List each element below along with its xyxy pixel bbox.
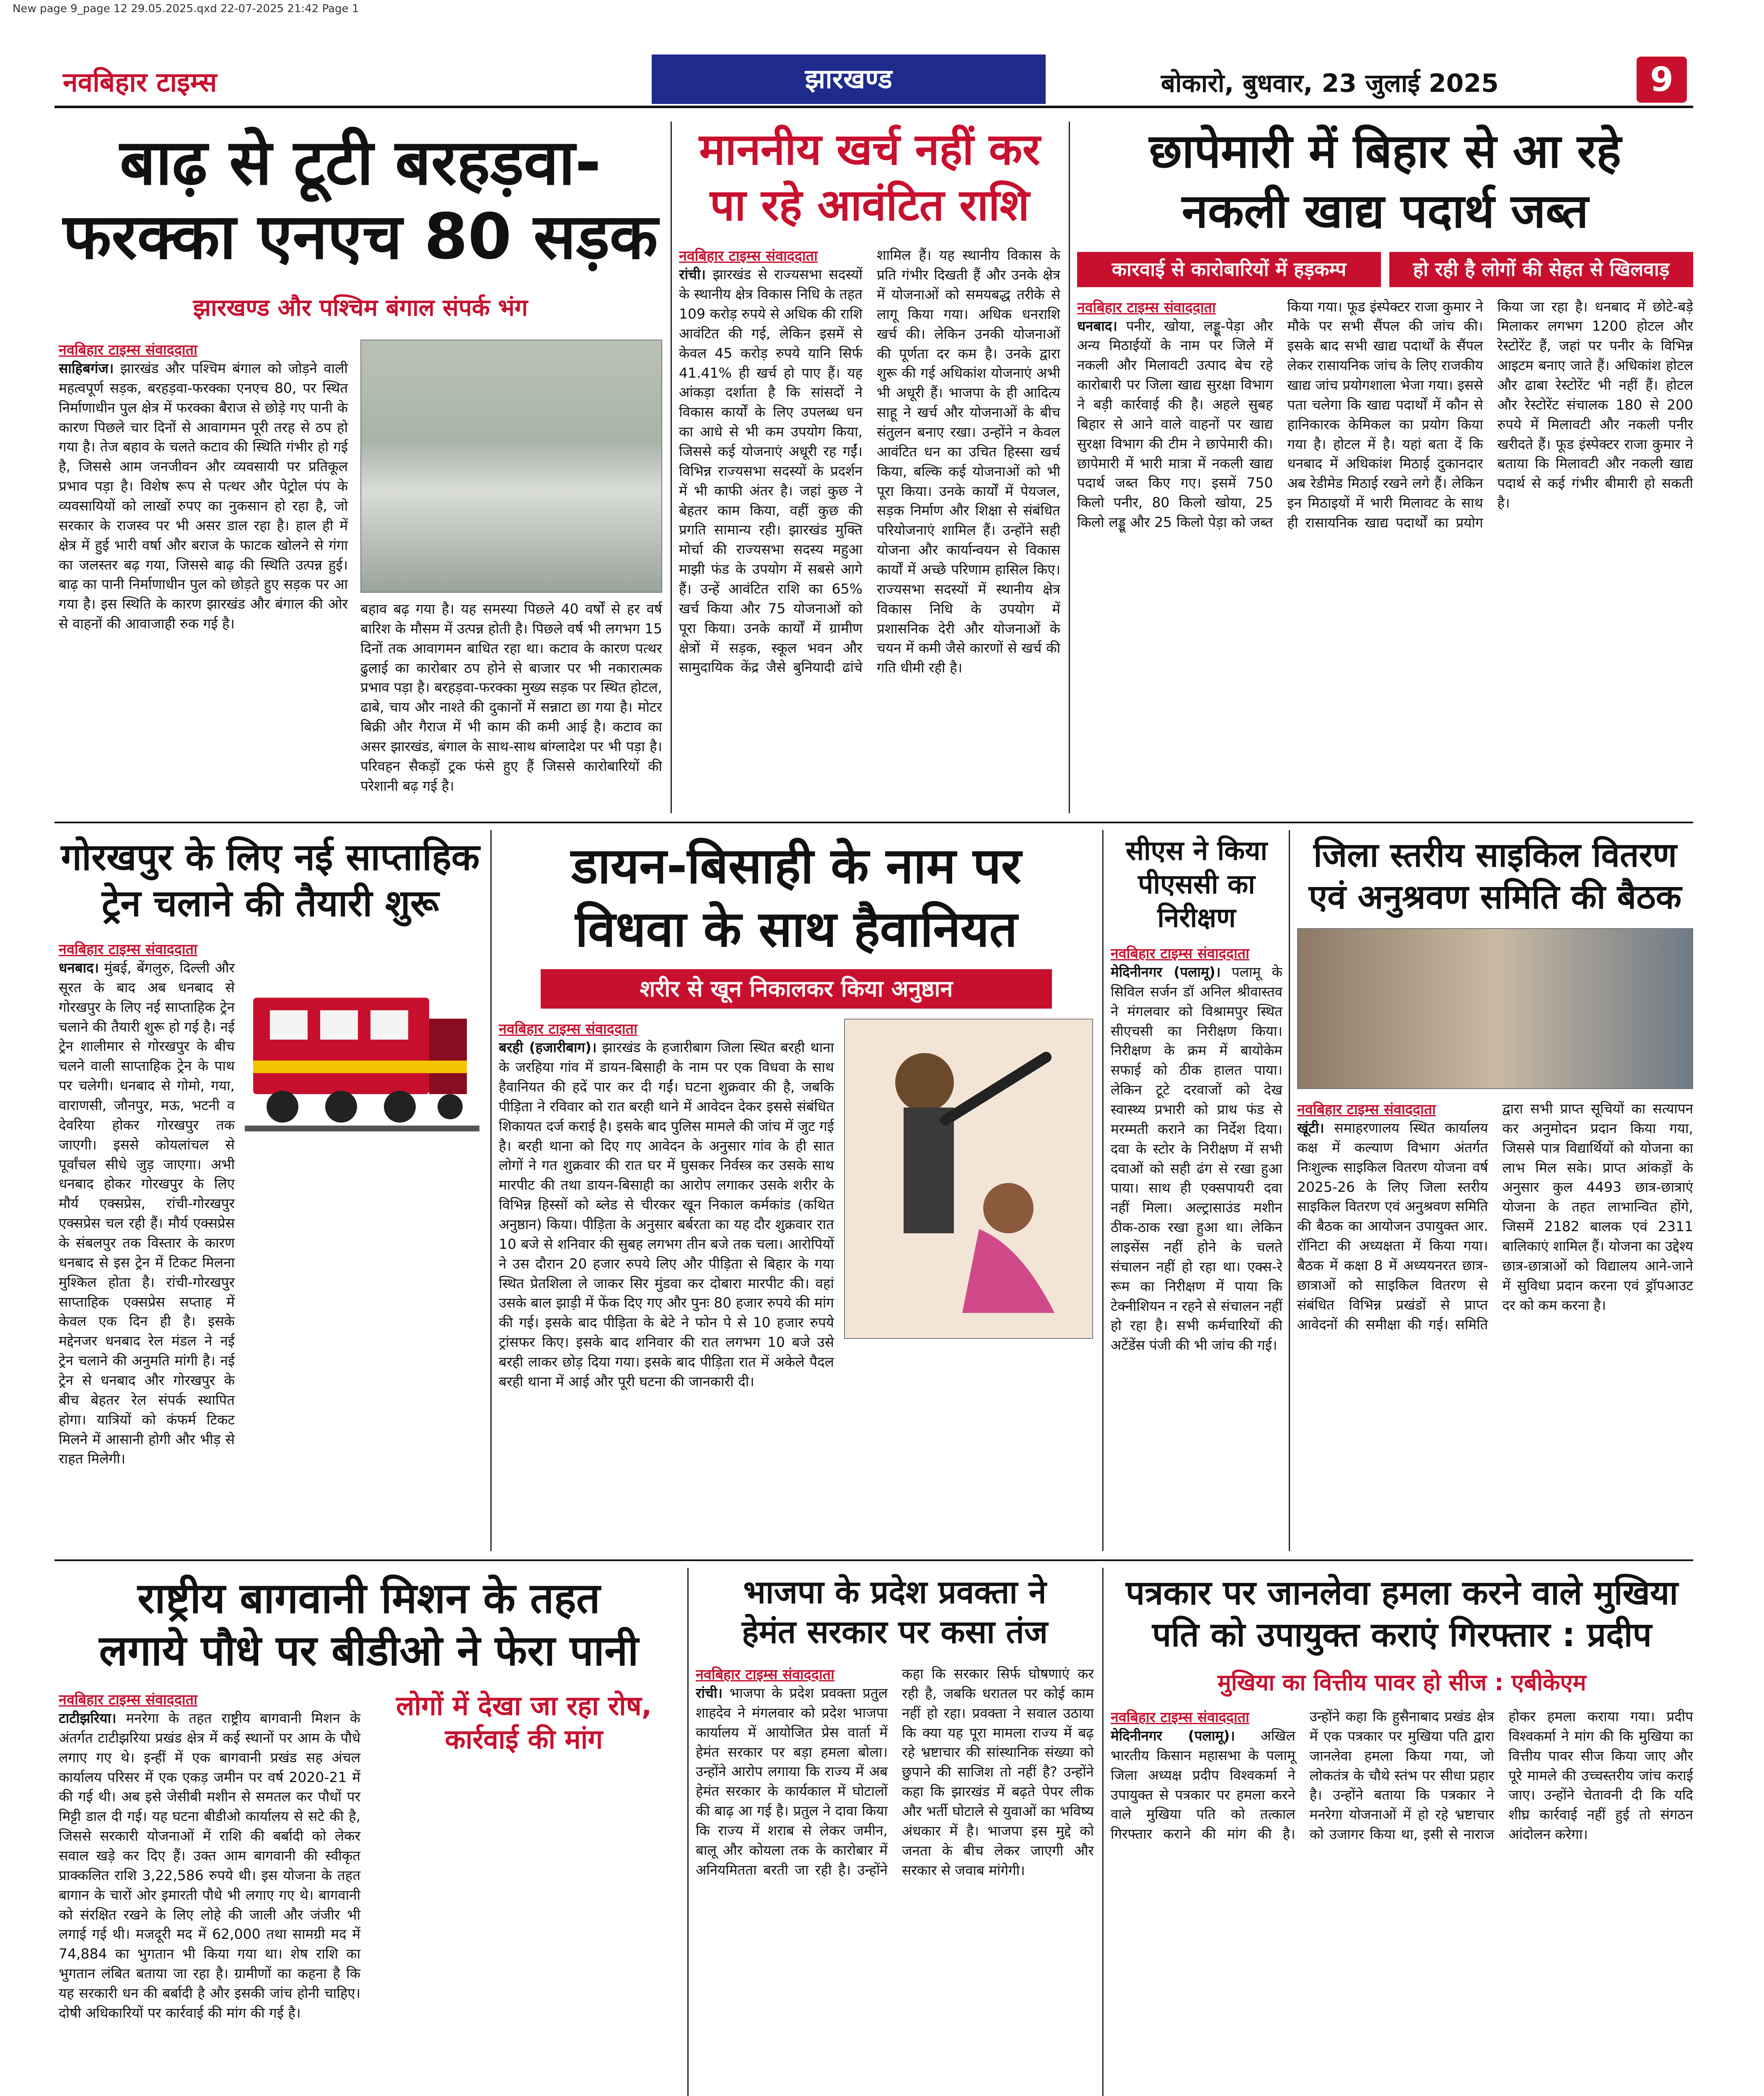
kicker-right: हो रही है लोगों की सेहत से खिलवाड़ bbox=[1389, 252, 1693, 287]
article-body bbox=[1111, 1707, 1693, 1844]
headline: माननीय खर्च नहीं कर पा रहे आवंटित राशि bbox=[699, 124, 1040, 231]
illustration bbox=[844, 1019, 1093, 1339]
article-columns bbox=[679, 246, 1060, 678]
section-title: झारखण्ड bbox=[652, 54, 1046, 104]
article-bjp-spokesperson bbox=[696, 1572, 1094, 2096]
row-rule bbox=[54, 1559, 1693, 1561]
assault-illustration bbox=[845, 1019, 1092, 1338]
article-flood-road bbox=[59, 126, 662, 813]
headline bbox=[696, 1572, 1094, 1652]
article-witch-hunt bbox=[499, 834, 1094, 1547]
byline: नवबिहार टाइम्स संवाददाता bbox=[1111, 945, 1249, 962]
headline: सीएस ने किया पीएससी का निरीक्षण bbox=[1125, 835, 1267, 934]
kicker: झारखण्ड और पश्चिम बंगाल संपर्क भंग bbox=[193, 294, 528, 322]
dateline: रांची। bbox=[679, 266, 706, 283]
body-text: पनीर, खोया, लड्डू-पेड़ा और अन्य मिठाईयों के नाम पर जिले में नकली और मिलावटी उत्पाद बेच रहे कारोबारी पर जिला खाद्य सुरक्षा विभाग ने बड़ी कार्रवाई की है। अहले सुबह बिहार से आने वाले वाहनों पर खाद्य सुरक्षा विभाग की टीम ने छापेमारी की। छापेमारी में भारी मात्रा में नकली खाद्य पदार्थ जब्त किए गए। इसमें 750 किलो पनीर, 80 किलो खोया, 25 किलो लड्डू और 25 किलो पेड़ा को जब्त किया गया। फूड इंस्पेक्टर राजा कुमार ने मौके पर सभी सैंपल की जांच की। इसके बाद सभी खाद्य पदार्थों के सैंपल लेकर रासायनिक जांच के लिए राजकीय खाद्य जांच प्रयोगशाला भेजा गया। इससे पता चलेगा कि खाद्य पदार्थों में कौन से हानिकारक केमिकल का प्रयोग किया गया है। होटल में है। यहां बता दें कि धनबाद में अधिकांश मिठाई दुकानदार अब रेडीमेड मिठाई रखने लगे हैं। लेकिन इन मिठाइयों में भारी मिलावट के साथ ही रासायनिक खाद्य पदार्थों का प्रयोग किया जा रहा है। धनबाद में छोटे-बड़े मिलाकर लगभग 1200 होटल और रेस्टोरेंट हैं, जहां पर पनीर के विभिन्न आइटम बनाए जाते हैं। अधिकांश होटल और ढाबा रेस्टोरेंट भी नहीं हैं। होटल और रेस्टोरेंट संचालक 180 से 200 रुपये में मिलावटी और नकली पनीर खरीदते हैं। फूड इंस्पेक्टर राजा कुमार ने बताया कि मिलावटी और नकली खाद्य पदार्थ से कई गंभीर बीमारी हो सकती है। bbox=[1077, 298, 1693, 531]
headline-line-2: एवं अनुश्रवण समिति की बैठक bbox=[1308, 877, 1682, 916]
body-text: पलामू के सिविल सर्जन डॉ अनिल श्रीवास्तव ने मंगलवार को विश्रामपुर स्थित सीएचसी का निरीक्षण किया। निरीक्षण के क्रम में बायोकेम सफाई को ठीक हालत पाया। लेकिन टूटे दरवाजों को देख स्वास्थ्य प्रभारी को प्राथ फंड से मरम्मती कराने का निर्देश दिया। दवा के स्टोर के निरीक्षण में सभी दवाओं को सही ढंग से रखा हुआ पाया। साथ ही एक्सपायरी दवा नहीं मिला। अल्ट्रासाउंड मशीन ठीक-ठाक रखा हुआ था। लेकिन लाइसेंस नहीं होने के चलते संचालन नहीं हो रहा था। एक्स-रे रूम का निरीक्षण में पाया कि टेक्नीशियन न रहने से संचालन नहीं हो रहा है। सभी कर्मचारियों की अटेंडेंस पंजी की भी जांच की गई। bbox=[1111, 964, 1282, 1354]
body-text: झारखंड और पश्चिम बंगाल को जोड़ने वाली महत्वपूर्ण सड़क, बरहड़वा-फरक्का एनएच 80, पर स्थित निर्माणाधीन पुल क्षेत्र में फरक्का बैराज से छोड़े गए पानी के कारण पिछले चार दिनों से आवागमन पूरी तरह से ठप हो गया है। तेज बहाव के चलते कटाव की स्थिति गंभीर हो गई है, जिससे आम जनजीवन और व्यवसायी पर प्रतिकूल प्रभाव पड़ा है। विशेष रूप से पत्थर और पेट्रोल पंप के व्यवसायियों को लाखों रुपए का नुकसान हो रहा है, जो सरकार के राजस्व पर भी असर डाल रहा है। हाल ही में क्षेत्र में हुई भारी वर्षा और बराज के फाटक खोलने से गंगा का जलस्तर बढ़ गया, जिससे बाढ़ की स्थिति उत्पन्न हुई। बाढ़ का पानी निर्माणाधीन पुल को छोड़ते हुए सड़क पर आ गया है। इस स्थिति के कारण झारखंड और बंगाल की ओर से वाहनों की आवाजाही रुक गई है। bbox=[59, 360, 348, 632]
article-fake-food bbox=[1077, 122, 1693, 813]
flood-photo bbox=[360, 340, 662, 593]
article-columns bbox=[1111, 1707, 1693, 1844]
headline-line-1: गोरखपुर के लिए नई साप्ताहिक bbox=[61, 835, 480, 879]
dateline: धनबाद। bbox=[1077, 317, 1118, 334]
headline-line-2: ट्रेन चलाने की तैयारी शुरू bbox=[101, 882, 439, 925]
byline: नवबिहार टाइम्स संवाददाता bbox=[1111, 1709, 1249, 1726]
article-body bbox=[1297, 1099, 1693, 1334]
body-text: भाजपा के प्रदेश प्रवक्ता प्रतुल शाहदेव ने मंगलवार को प्रदेश भाजपा कार्यालय में आयोजित प्रेस वार्ता में हेमंत सरकार पर बड़ा हमला बोला। उन्होंने आरोप लगाया कि राज्य में अब हेमंत सरकार के कार्यकाल में घोटालों की बाढ़ आ गई है। प्रतुल ने दावा किया कि राज्य में शराब से लेकर जमीन, बालू और कोयला तक के कारोबार में अनियमितता बरती जा रही है। उन्होंने कहा कि सरकार सिर्फ घोषणाएं कर रही है, जबकि धरातल पर कोई काम नहीं हो रहा। प्रवक्ता ने सवाल उठाया कि क्या यह पूरा मामला राज्य में बढ़ रहे भ्रष्टाचार की सांस्थानिक संख्या को छुपाने की साजिश तो नहीं है? उन्होंने कहा कि झारखंड में बढ़ते पेपर लीक और भर्ती घोटाले से युवाओं का भविष्य अंधकार में है। भाजपा इस मुद्दे को जनता के बीच लेकर जाएगी और सरकार से जवाब मांगेगी। bbox=[696, 1665, 1094, 1878]
headline-line-1: पत्रकार पर जानलेवा हमला करने वाले मुखिया bbox=[1125, 1573, 1679, 1612]
headline-line-1: राष्ट्रीय बागवानी मिशन के तहत bbox=[137, 1574, 600, 1623]
byline: नवबिहार टाइम्स संवाददाता bbox=[59, 941, 197, 958]
article-columns bbox=[1297, 1099, 1693, 1334]
column-rule bbox=[1069, 122, 1070, 813]
kicker-left: कारवाई से कारोबारियों में हड़कम्प bbox=[1077, 252, 1381, 287]
headline bbox=[59, 1572, 679, 1677]
dateline: मेदिनीनगर (पलामू)। bbox=[1111, 1728, 1235, 1744]
meeting-photo bbox=[1297, 928, 1693, 1089]
dateline: मेदिनीनगर (पलामू)। bbox=[1111, 964, 1221, 980]
article-body bbox=[59, 958, 235, 1469]
headline-line-1: छापेमारी में बिहार से आ रहे bbox=[1149, 124, 1622, 179]
photo-caption: बहाव बढ़ गया है। यह समस्या पिछले 40 वर्षों से हर वर्ष बारिश के मौसम में उत्पन्न होती है। पिछले वर्ष भी लगभग 15 दिनों तक आवागमन बाधित रहा था। कटाव के कारण पत्थर ढुलाई का कारोबार ठप होने से बाजार पर भी नकारात्मक प्रभाव पड़ा है। बरहड़वा-फरक्का मुख्य सड़क पर स्थित होटल, ढाबे, चाय और नाश्ते की दुकानों में सन्नाटा छा गया है। मोटर बिक्री और गैराज में भी काम की कमी आई है। कटाव का असर झारखंड, बंगाल के साथ-साथ बांग्लादेश पर भी पड़ा है। परिवहन सैकड़ों ट्रक फंसे हुए हैं जिससे कारोबारियों की परेशानी बढ़ गई है। bbox=[360, 601, 662, 794]
article-cs-inspection bbox=[1111, 834, 1282, 1547]
column-rule bbox=[490, 830, 492, 1551]
article-cycle-distribution bbox=[1297, 834, 1693, 1547]
article-body bbox=[696, 1664, 1094, 1880]
article-mp-funds bbox=[679, 122, 1060, 813]
byline: नवबिहार टाइम्स संवाददाता bbox=[1077, 299, 1216, 316]
masthead: नवबिहार टाइम्स bbox=[63, 67, 217, 98]
dateline: खूंटी। bbox=[1297, 1120, 1324, 1136]
byline: नवबिहार टाइम्स संवाददाता bbox=[59, 342, 197, 358]
body-text: अखिल भारतीय किसान महासभा के पलामू जिला अध्यक्ष प्रदीप विश्वकर्मा ने उपायुक्त से पत्रकार पर हमला करने वाले मुखिया पति को तत्काल गिरफ्तार कराने की मांग की है। उन्होंने कहा कि हुसैनाबाद प्रखंड क्षेत्र में एक पत्रकार पर मुखिया पति द्वारा जानलेवा हमला किया गया, जो लोकतंत्र के चौथे स्तंभ पर सीधा प्रहार है। उन्होंने बताया कि पत्रकार ने मनरेगा योजनाओं में हो रहे भ्रष्टाचार को उजागर किया था, इसी से नाराज होकर हमला कराया गया। प्रदीप विश्वकर्मा ने मांग की कि मुखिया का वित्तीय पावर सीज किया जाए और पूरे मामले की उच्चस्तरीय जांच कराई जाए। उन्होंने चेतावनी दी कि यदि शीघ्र कार्रवाई नहीं हुई तो संगठन आंदोलन करेगा। bbox=[1111, 1708, 1693, 1843]
column-rule bbox=[687, 1568, 689, 2096]
byline: नवबिहार टाइम्स संवाददाता bbox=[679, 248, 818, 265]
headline-line-1: बाढ़ से टूटी बरहड़वा- bbox=[119, 126, 601, 199]
article-body bbox=[679, 246, 1060, 678]
headline bbox=[59, 834, 482, 926]
headline-line-2: विधवा के साथ हैवानियत bbox=[575, 900, 1018, 958]
headline bbox=[1297, 834, 1693, 918]
byline: नवबिहार टाइम्स संवाददाता bbox=[499, 1021, 637, 1038]
headline bbox=[1077, 122, 1693, 242]
column-rule bbox=[671, 122, 672, 813]
headline bbox=[59, 126, 662, 274]
row-rule bbox=[54, 822, 1693, 823]
issue-date: बोकारो, बुधवार, 23 जुलाई 2025 bbox=[1161, 69, 1499, 98]
headline-line-1: जिला स्तरीय साइकिल वितरण bbox=[1313, 835, 1677, 874]
body-text: मुंबई, बेंगलुरु, दिल्ली और सूरत के बाद अब धनबाद से गोरखपुर के लिए नई साप्ताहिक ट्रेन चलाने की तैयारी शुरू हो गई है। नई ट्रेन शालीमार से गोरखपुर के बीच चलने वाली साप्ताहिक ट्रेन के पाथ पर चलेगी। धनबाद से गोमो, गया, वाराणसी, जौनपुर, मऊ, भटनी व देवरिया होकर गोरखपुर तक जाएगी। इससे कोयलांचल से पूर्वांचल सीधे जुड़ जाएगा। अभी धनबाद होकर गोरखपुर के लिए मौर्य एक्सप्रेस, रांची-गोरखपुर एक्सप्रेस चल रही हैं। मौर्य एक्सप्रेस के संबलपुर तक विस्तार के कारण धनबाद से इस ट्रेन में टिकट मिलना मुश्किल होता है। रांची-गोरखपुर साप्ताहिक एक्सप्रेस सप्ताह में केवल एक दिन ही है। इसके मद्देनजर धनबाद रेल मंडल ने नई ट्रेन चलाने की अनुमति मांगी है। नई ट्रेन से धनबाद और गोरखपुर के बीच बेहतर रेल संपर्क स्थापित होगा। यात्रियों को कंफर्म टिकट मिलने में आसानी होगी और भीड़ से राहत मिलेगी। bbox=[59, 960, 235, 1467]
dateline: धनबाद। bbox=[59, 960, 99, 976]
body-text: मनरेगा के तहत राष्ट्रीय बागवानी मिशन के अंतर्गत टाटीझरिया प्रखंड क्षेत्र में कई स्थानों पर आम के पौधे लगाए गए थे। इन्हीं में एक बागवानी प्रखंड सह अंचल कार्यालय परिसर में एक एकड़ जमीन पर वर्ष 2020-21 में की गई थी। अब इसे जेसीबी मशीन से समतल कर पौधों पर मिट्टी डाल दी गई। यह घटना बीडीओ कार्यालय से सटे की है, जिससे सरकारी योजनाओं में राशि की बर्बादी को लेकर सवाल खड़े कर दिए हैं। उक्त आम बागवानी की स्वीकृत प्राक्कलित राशि 3,22,586 रुपये थी। इस योजना के तहत बागान के चारों ओर इमारती पौधे भी लगाए गए थे। बागवानी को संरक्षित रखने के लिए लोहे की जाली और जंजीर भी लगाई गई थी। मजदूरी मद में 62,000 तथा सामग्री मद में 74,884 का भुगतान भी किया गया था। शेष राशि का भुगतान लंबित बताया जा रहा है। ग्रामीणों का कहना है कि यह सरकारी धन की बर्बादी है और इसकी जांच होनी चाहिए। दोषी अधिकारियों पर कार्रवाई की मांग की गई है। bbox=[59, 1710, 360, 2021]
header-rule bbox=[54, 106, 1693, 108]
byline: नवबिहार टाइम्स संवाददाता bbox=[1297, 1101, 1436, 1118]
headline-line-2: नकली खाद्य पदार्थ जब्त bbox=[1181, 184, 1589, 239]
body-text: झारखंड से राज्यसभा सदस्यों के स्थानीय क्षेत्र विकास निधि के तहत 109 करोड़ रुपये से अधिक की राशि आवंटित की गई, लेकिन इसमें से केवल 45 करोड़ रुपये यानि सिर्फ 41.41% ही खर्च हो पाए हैं। यह आंकड़ा दर्शाता है कि सांसदों ने विकास कार्यों के लिए उपलब्ध धन का आधे से भी कम उपयोग किया, जिससे कई योजनाएं अधूरी रह गईं। विभिन्न राज्यसभा सदस्यों के प्रदर्शन में भी काफी अंतर है। जहां कुछ ने बेहतर काम किया, वहीं कुछ की प्रगति सामान्य रही। झारखंड मुक्ति मोर्चा की राज्यसभा सदस्य महुआ माझी फंड के उपयोग में सबसे आगे हैं। उन्हें आवंटित राशि का 65% खर्च किया और 75 योजनाओं को पूरा किया। उनके कार्यों में ग्रामीण क्षेत्रों में सड़क, स्कूल भवन और सामुदायिक केंद्र जैसे बुनियादी ढांचे शामिल हैं। यह स्थानीय विकास के प्रति गंभीर दिखती हैं और उनके क्षेत्र में योजनाओं को समयबद्ध तरीके से लागू किया गया। अधिक धनराशि खर्च की। लेकिन उनकी योजनाओं की पूर्णता दर कम है। उनके द्वारा शुरू की गई अधिकांश योजनाएं अभी भी अधूरी हैं। भाजपा के ही आदित्य साहू ने खर्च और योजनाओं के बीच संतुलन बनाए रखा। उन्होंने न केवल आवंटित धन का उचित हिस्सा खर्च किया, बल्कि कई योजनाओं को भी पूरा किया। उनके कार्यों में पेयजल, सड़क निर्माण और शिक्षा से संबंधित परियोजनाएं शामिल हैं। उन्होंने सही योजना और कार्यान्वयन से विकास कार्यों में अच्छे परिणाम हासिल किए। राज्यसभा सदस्यों में स्थानीय क्षेत्र विकास निधि के उपयोग में प्रशासनिक देरी और योजनाओं के चयन में कमी जैसे कारणों से खर्च की गति धीमी रही है। bbox=[679, 247, 1060, 676]
article-journalist-attack bbox=[1111, 1572, 1693, 2096]
dateline: रांची। bbox=[696, 1685, 723, 1701]
headline-line-1: डायन-बिसाही के नाम पर bbox=[571, 837, 1021, 895]
dateline: टाटीझरिया। bbox=[59, 1710, 117, 1726]
kicker: मुखिया का वित्तीय पावर हो सीज : एबीकेएम bbox=[1217, 1669, 1586, 1696]
article-gorakhpur-train bbox=[59, 834, 482, 1547]
article-body bbox=[1077, 297, 1693, 533]
body-text: समाहरणालय स्थित कार्यालय कक्ष में कल्याण विभाग अंतर्गत निःशुल्क साइकिल वितरण योजना वर्ष 2025-26 के लिए जिला स्तरीय साइकिल वितरण एवं अनुश्रवण समिति की बैठक का आयोजन उपायुक्त आर. रॉनिटा की अध्यक्षता में किया गया। बैठक में कक्षा 8 में अध्ययनरत छात्र-छात्राओं को साइकिल वितरण से संबंधित विभिन्न प्रखंडों से प्राप्त आवेदनों की समीक्षा की गई। समिति द्वारा सभी प्राप्त सूचियों का सत्यापन कर अनुमोदन प्रदान किया गया, जिससे पात्र विद्यार्थियों को योजना का लाभ मिल सके। प्राप्त आंकड़ों के अनुसार कुल 4493 छात्र-छात्राएं योजना के तहत लाभान्वित होंगे, जिसमें 2182 बालक एवं 2311 बालिकाएं शामिल हैं। योजना का उद्देश्य छात्र-छात्राओं को विद्यालय आने-जाने में सुविधा प्रदान करना एवं ड्रॉपआउट दर को कम करना है। bbox=[1297, 1100, 1693, 1333]
inset-headline: लोगों में देखा जा रहा रोष, कार्रवाई की मांग bbox=[396, 1691, 652, 1755]
article-body bbox=[59, 359, 348, 634]
headline bbox=[499, 834, 1094, 961]
byline: नवबिहार टाइम्स संवाददाता bbox=[696, 1666, 834, 1683]
column-rule bbox=[1102, 1568, 1103, 2096]
column-rule bbox=[1289, 830, 1290, 1551]
body-text: झारखंड के हजारीबाग जिला स्थित बरही थाना के जरहिया गांव में डायन-बिसाही के नाम पर एक विधवा के साथ हैवानियत की हदें पार कर दी गईं। घटना शुक्रवार की है, जबकि पीड़िता ने रविवार को रात बरही थाने में आवेदन देकर इससे संबंधित शिकायत दर्ज कराई है। इसके बाद पुलिस मामले की जांच में जुट गई है। बरही थाना को दिए गए आवेदन के अनुसार गांव के ही सात लोगों ने गत शुक्रवार की रात घर में घुसकर निर्वस्त्र कर उसके साथ मारपीट की तथा डायन-बिसाही का आरोप लगाकर उसके शरीर के विभिन्न हिस्सों को ब्लेड से चीरकर खून निकाल कर्मकांड (कथित अनुष्ठान) किया। पीड़िता के अनुसार बर्बरता का यह दौर शुक्रवार रात 10 बजे से शनिवार की सुबह लगभग तीन बजे तक चला। आरोपियों ने उस दौरान 20 हजार रुपये लिए और पीड़िता से बिहार के गया स्थित प्रेतशिला ले जाकर सिर मुंडवा कर दोबारा मारपीट की। वहां उसके बाल झाड़ी में फेंक दिए गए और पुनः 80 हजार रुपये की मांग की गई। इसके बाद पीड़िता के बेटे ने फोन पे से 10 हजार रुपये ट्रांसफर किए। इसके बाद शनिवार की रात लगभग 10 बजे उसे बरही लाकर छोड़ दिया गया। इसके बाद पीड़िता रात में अकेले पैदल बरही थाना में आई और पूरी घटना की जानकारी दी। bbox=[499, 1039, 834, 1390]
headline-line-1: भाजपा के प्रदेश प्रवक्ता ने bbox=[743, 1573, 1046, 1611]
article-body bbox=[499, 1038, 834, 1391]
column-rule bbox=[1102, 830, 1103, 1551]
byline: नवबिहार टाइम्स संवाददाता bbox=[59, 1691, 197, 1708]
headline bbox=[1111, 1572, 1693, 1656]
headline-line-2: पति को उपायुक्त कराएं गिरफ्तार : प्रदीप bbox=[1152, 1615, 1652, 1654]
page-number: 9 bbox=[1637, 57, 1687, 103]
dateline: साहिबगंज। bbox=[59, 360, 114, 376]
article-body bbox=[1111, 962, 1282, 1355]
dateline: बरही (हजारीबाग)। bbox=[499, 1039, 597, 1056]
headline-line-2: फरक्का एनएच 80 सड़क bbox=[63, 200, 658, 273]
headline-line-2: हेमंत सरकार पर कसा तंज bbox=[742, 1613, 1048, 1650]
article-body bbox=[59, 1709, 360, 2023]
kicker: शरीर से खून निकालकर किया अनुष्ठान bbox=[541, 969, 1052, 1009]
article-horticulture bbox=[59, 1572, 679, 2096]
print-slug: New page 9_page 12 29.05.2025.qxd 22-07-2025 21:42 Page 1 bbox=[13, 3, 359, 15]
article-columns bbox=[1077, 297, 1693, 533]
headline-line-2: लगाये पौधे पर बीडीओ ने फेरा पानी bbox=[99, 1626, 639, 1675]
article-columns bbox=[696, 1664, 1094, 1880]
train-icon bbox=[245, 939, 479, 1157]
